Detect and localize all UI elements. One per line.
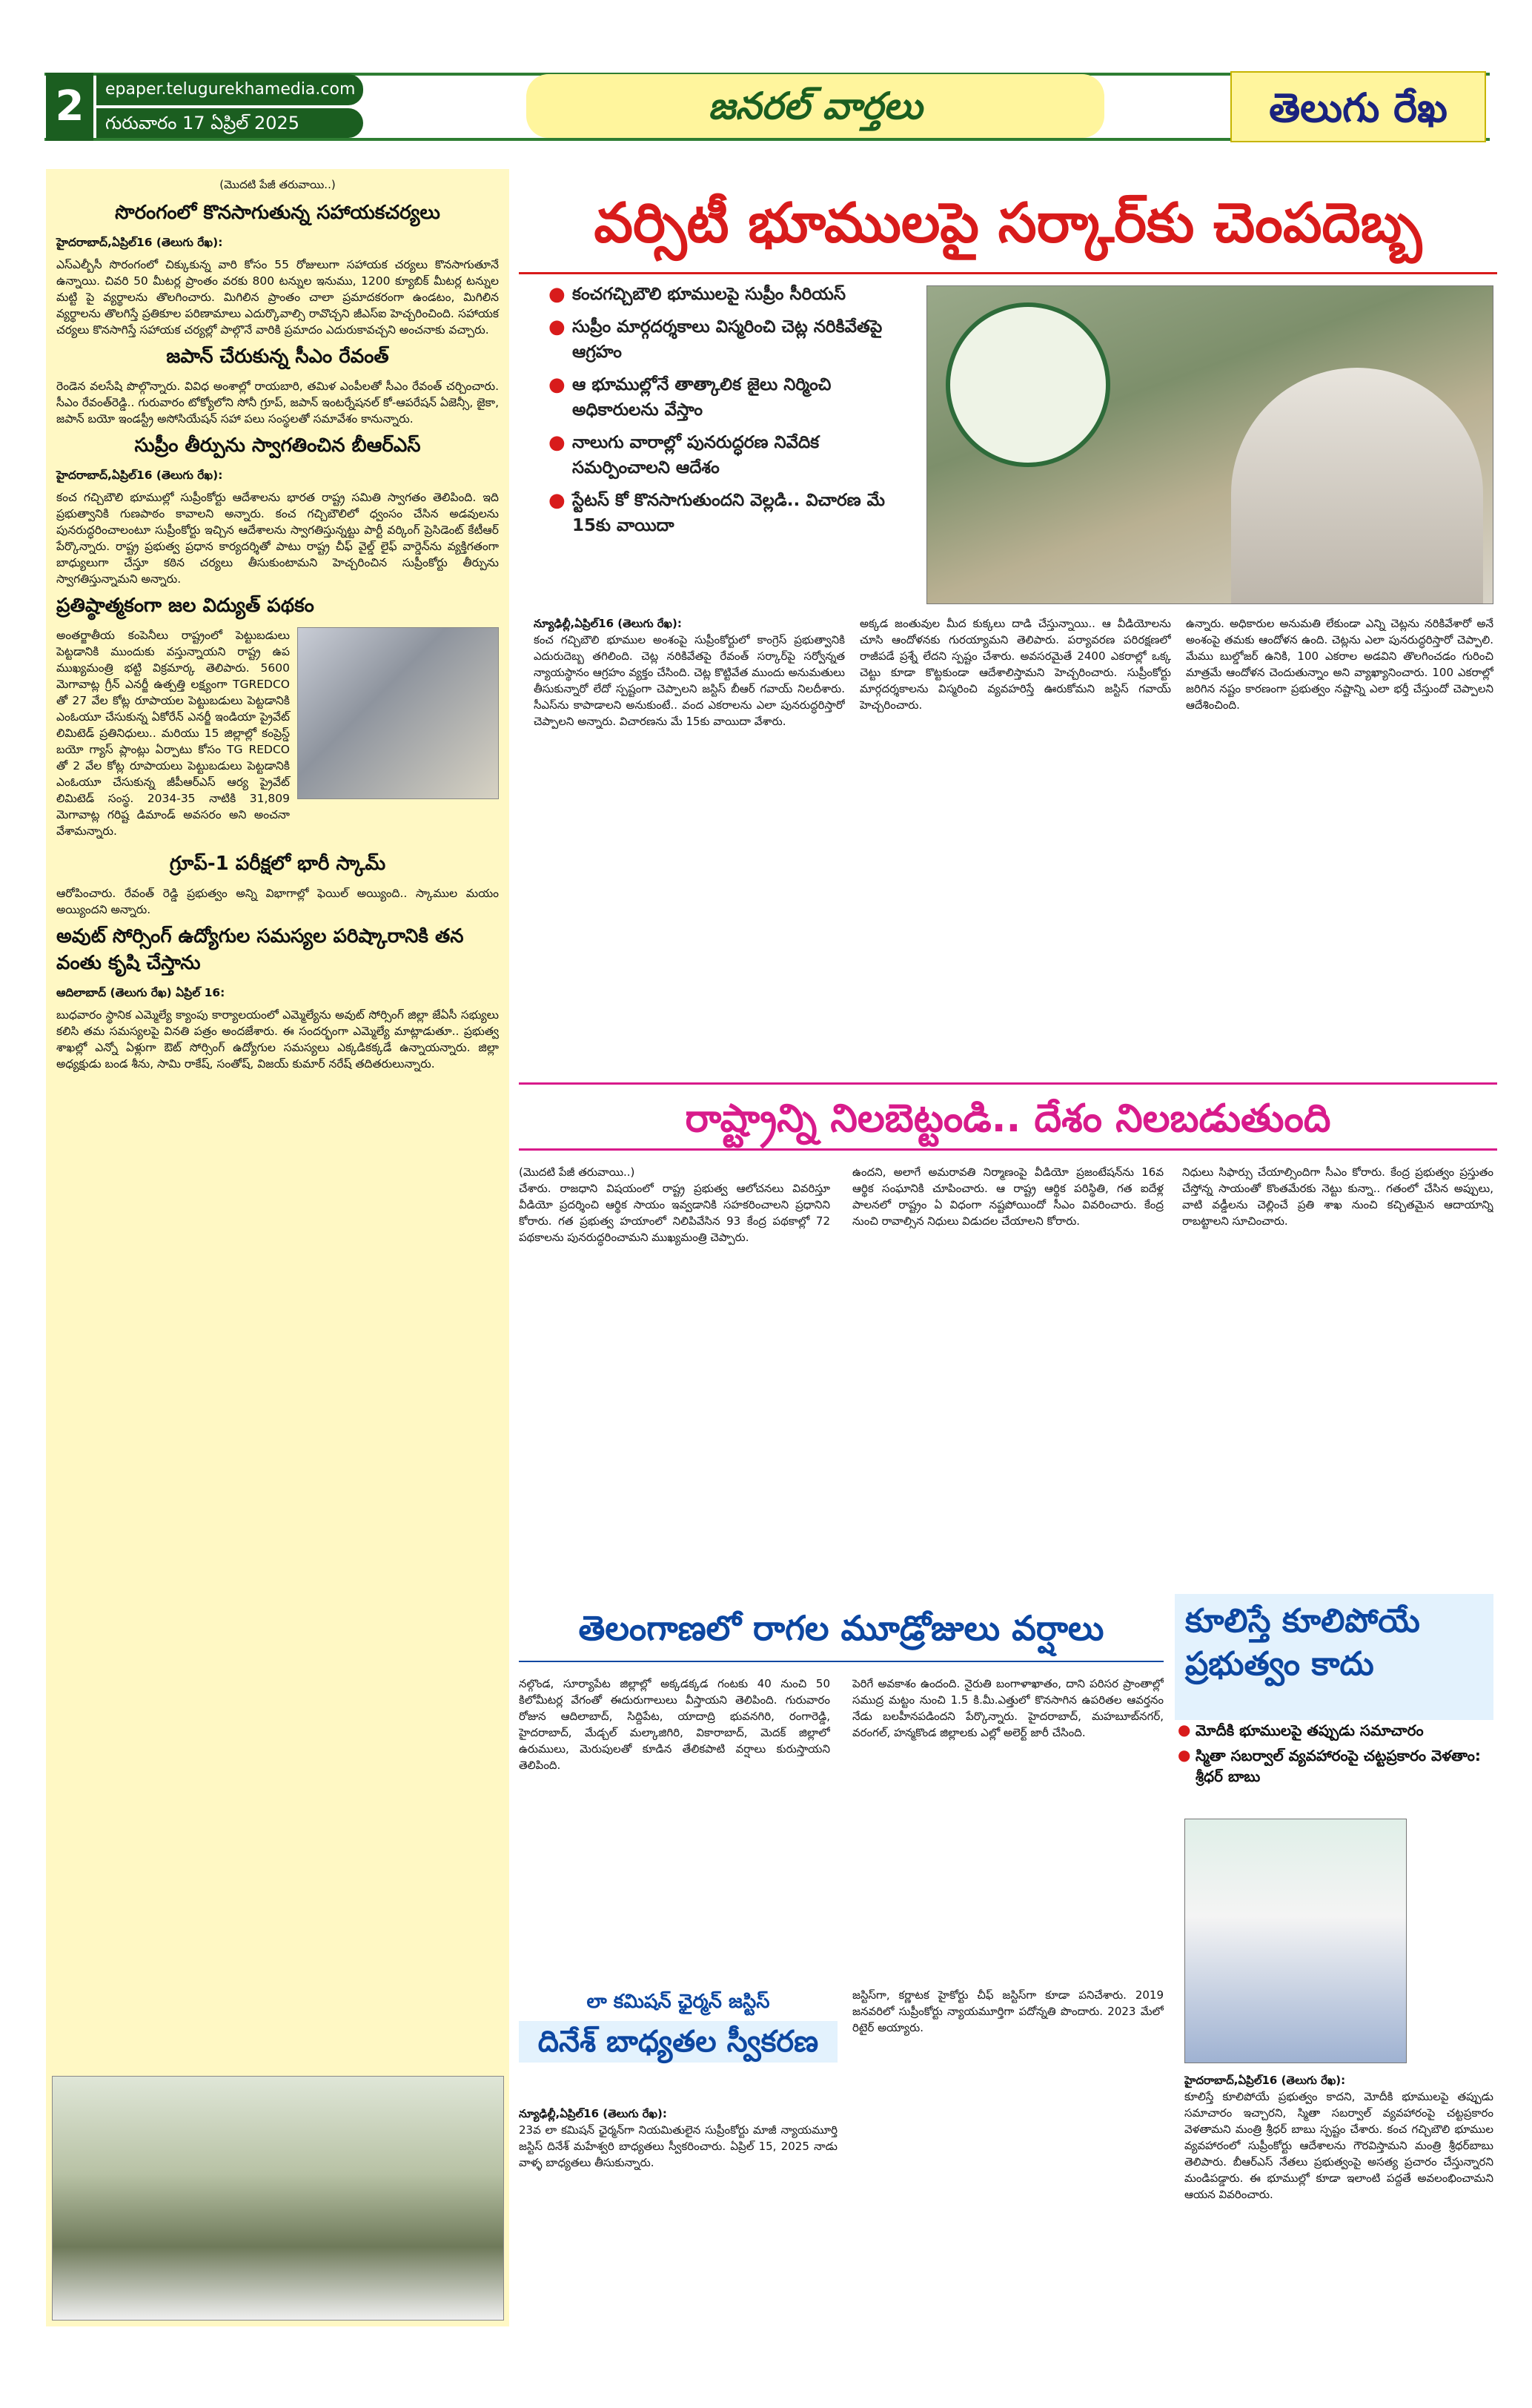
side-story-highlights <box>1175 1720 1493 1809</box>
telangana-emblem-icon <box>946 302 1110 467</box>
supreme-court-photo <box>926 285 1493 604</box>
story-body: చేశారు. రాజధాని విషయంలో రాష్ట్ర ప్రభుత్వ ఆలోచనలు వివరిస్తూ వీడియో ప్రదర్శించి ఆర్థిక సాయం ఇవ్వడానికి సహకరించాలని ప్రధానిని కోరారు. గత ప్రభుత్వ హయాంలో నిలిపివేసిన 93 కేంద్ర పథకాల్లో 72 పథకాలను పునరుద్ధరించామని ముఖ్యమంత్రి చెప్పారు. <box>519 1182 830 1244</box>
highlight-item: ● స్మితా సబర్వాల్ వ్యవహారంపై చట్టప్రకారం వెళతాం: శ్రీధర్ బాబు <box>1175 1745 1493 1787</box>
highlight-item: ● కంచగచ్చిబౌలి భూములపై సుప్రీం సీరియస్ <box>548 282 919 307</box>
story-byline: హైదరాబాద్,ఏప్రిల్16 (తెలుగు రేఖ): <box>1184 2074 1346 2087</box>
section-title: జనరల్ వార్తలు <box>526 74 1104 138</box>
main-headline: వర్సిటీ భూములపై సర్కార్‌కు చెంపదెబ్బ <box>519 172 1497 274</box>
main-story-col3: ఉన్నారు. అధికారుల అనుమతి లేకుండా ఎన్ని చెట్లను నరికివేశారో అనే అంశంపై తమకు ఆందోళన ఉంది. చెట్లను ఎలా పునరుద్ధరిస్తారో చెప్పాలి. మేము బుల్డోజర్ ఉనికి, 100 ఎకరాల అడవిని తొలగించడం గురించి మాత్రమే ఆందోళన చెందుతున్నాం అని వ్యాఖ్యానించారు. 100 ఎకరాల్లో జరిగిన నష్టం కారణంగా ప్రభుత్వం నష్టాన్ని ఎలా భర్తీ చేస్తుందో చెప్పాలని ఆదేశించింది. <box>1186 617 1493 712</box>
site-url[interactable]: epaper.telugurekhamedia.com <box>96 74 363 105</box>
story-body: కంచ గచ్చిబౌలి భూముల అంశంపై సుప్రీంకోర్టులో కాంగ్రెస్ ప్రభుత్వానికి ఎదురుదెబ్బ తగిలింది. చెట్ల నరికివేతపై రేవంత్ సర్కార్‌పై సర్వోన్నత న్యాయస్థానం ఆగ్రహం వ్యక్తం చేసింది. చెట్ల కొట్టివేత ముందు అనుమతులు తీసుకున్నారో లేదో స్పష్టంగా చెప్పాలని జస్టిస్ బీఆర్ గవాయ్ నిలదీశారు. సీఎస్‌ను కాపాడాలని అనుకుంటే.. వంద ఎకరాలను ఎలా పునరుద్ధరిస్తారో చెప్పాలని అన్నారు. విచారణను మే 15కు వాయిదా వేశారు. <box>534 633 845 728</box>
highlight-item: ● ఆ భూముల్లోనే తాత్కాలిక జైలు నిర్మించి అధికారులను వేస్తాం <box>548 372 919 423</box>
story-headline: అవుట్ సోర్సింగ్ ఉద్యోగుల సమస్యల పరిష్కారానికి తన వంతు కృషి చేస్తాను <box>56 925 464 974</box>
story-headline: సొరంగంలో కొనసాగుతున్న సహాయకచర్యలు <box>115 202 440 224</box>
minister-photo <box>1184 1819 1407 2063</box>
story-byline: న్యూఢిల్లీ,ఏప్రిల్16 (తెలుగు రేఖ): <box>534 617 682 630</box>
main-story-col1 <box>534 615 845 1068</box>
main-story-col2: అక్కడ జంతువుల మీద కుక్కలు దాడి చేస్తున్నాయి.. ఆ వీడియోలను చూసి ఆందోళనకు గురయ్యామని తెలిపారు. పర్యావరణ పరిరక్షణలో రాజీపడే ప్రశ్నే లేదని స్పష్టం చేశారు. అవసరమైతే 2400 ఎకరాల్లో ఒక్క చెట్టు కూడా కొట్టకుండా ఆదేశాలిస్తామని హెచ్చరించారు. సుప్రీంకోర్టు మార్గదర్శకాలను విస్మరించి వ్యవహరిస్తే ఊరుకోమని జస్టిస్ గవాయ్ హెచ్చరించారు. <box>860 617 1171 712</box>
story-byline: హైదరాబాద్,ఏప్రిల్16 (తెలుగు రేఖ): <box>56 236 223 249</box>
continuation-note: (మొదటి పేజీ తరువాయి..) <box>519 1165 635 1179</box>
story-body: ఆరోపించారు. రేవంత్ రెడ్డి ప్రభుత్వం అన్ని విభాగాల్లో ఫెయిల్ అయ్యింది.. స్కాముల మయం అయ్యిందని అన్నారు. <box>56 887 499 916</box>
issue-date: గురువారం 17 ఏప్రిల్ 2025 <box>96 108 363 138</box>
story-body: 23వ లా కమిషన్ ఛైర్మన్‌గా నియమితులైన సుప్రీంకోర్టు మాజీ న్యాయమూర్తి జస్టిస్ దినేశ్ మహేశ్వరి బాధ్యతలు స్వీకరించారు. ఏప్రిల్ 15, 2025 నాడు వాళ్ళ బాధ్యతలు తీసుకున్నారు. <box>519 2123 838 2169</box>
rashtram-col1 <box>519 1164 830 1579</box>
law-col1 <box>519 2106 838 2328</box>
rains-col1: నల్గొండ, సూర్యాపేట జిల్లాల్లో అక్కడక్కడ గంటకు 40 నుంచి 50 కిలోమీటర్ల వేగంతో ఈదురుగాలులు వీస్తాయని తెలిపింది. గురువారం రోజున ఆదిలాబాద్, సిద్దిపేట, యాదాద్రి భువనగిరి, రంగారెడ్డి, హైదరాబాద్, మేడ్చల్ మల్కాజిగిరి, వికారాబాద్, మెదక్ జిల్లాలో ఉరుములు, మెరుపులతో కూడిన తేలికపాటి వర్షాలు కురుస్తాయని తెలిపింది. <box>519 1677 830 1772</box>
story-byline: హైదరాబాద్,ఏప్రిల్16 (తెలుగు రేఖ): <box>56 469 223 482</box>
story-headline: జపాన్ చేరుకున్న సీఎం రేవంత్ <box>166 345 389 368</box>
side-story-body <box>1184 2072 1493 2328</box>
law-col2: జస్టిస్‌గా, కర్ణాటక హైకోర్టు చీఫ్ జస్టిస్‌గా కూడా పనిచేశారు. 2019 జనవరిలో సుప్రీంకోర్టు న్యాయమూర్తిగా పదోన్నతి పొందారు. 2023 మేలో రిటైర్ అయ్యారు. <box>852 1988 1164 2034</box>
meeting-photo <box>297 627 499 799</box>
side-story-headline-box <box>1175 1594 1493 1720</box>
court-dome-image <box>1231 368 1483 604</box>
left-news-column <box>46 169 509 2326</box>
story-headline: ప్రతిష్ఠాత్మకంగా జల విద్యుత్ పథకం <box>56 595 314 617</box>
rains-col2: పెరిగే అవకాశం ఉందంది. నైరుతి బంగాళాఖాతం, దాని పరిసర ప్రాంతాల్లో సముద్ర మట్టం నుంచి 1.5 కి.మీ.ఎత్తులో కొనసాగిన ఉపరితల ఆవర్తనం నేడు బలహీనపడిందని పేర్కొన్నారు. హైదరాబాద్, మహబూబ్‌నగర్, వరంగల్, హన్మకొండ జిల్లాలకు ఎల్లో అలెర్ట్ జారీ చేసింది. <box>852 1677 1164 1739</box>
story-kicker: లా కమిషన్ ఛైర్మన్ జస్టిస్ <box>586 1991 770 2013</box>
story-byline: ఆదిలాబాద్ (తెలుగు రేఖ) ఏప్రిల్ 16: <box>56 986 225 999</box>
story-headline-rains: తెలంగాణలో రాగల మూడ్రోజులు వర్షాలు <box>519 1594 1164 1662</box>
story-body: అంతర్జాతీయ కంపెనీలు రాష్ట్రంలో పెట్టుబడులు పెట్టడానికి ముందుకు వస్తున్నాయని రాష్ట్ర ఉప ముఖ్యమంత్రి భట్టి విక్రమార్క తెలిపారు. 5600 మెగావాట్ల గ్రీన్ ఎనర్జీ ఉత్పత్తి లక్ష్యంగా TGREDCO తో 27 వేల కోట్ల రూపాయల పెట్టుబడులు పెట్టడానికి ఎంఓయూ చేసుకున్న ఏకోరేన్ ఎనర్జీ ఇండియా ప్రైవేట్ లిమిటెడ్ ప్రతినిధులు.. మరియు 15 జిల్లాల్లో కంప్రెస్డ్ బయో గ్యాస్ ప్లాంట్లు ఏర్పాటు కోసం TG REDCO తో 2 వేల కోట్ల రూపాయలు పెట్టుబడులు పెట్టడానికి ఎంఓయూ చేసుకున్న జీపీఆర్ఎస్ ఆర్య ప్రైవేట్ లిమిటెడ్ సంస్థ. 2034-35 నాటికి 31,809 మెగావాట్ల గరిష్ట డిమాండ్ అవసరం అని అంచనా వేశామన్నారు. <box>56 629 290 838</box>
story-body: కంచ గచ్చిబౌలి భూముల్లో సుప్రీంకోర్టు ఆదేశాలను భారత రాష్ట్ర సమితి స్వాగతం తెలిపింది. ఇది ప్రభుత్వానికి గుణపాఠం కావాలని అన్నారు. కంచ గచ్చిబౌలిలో ధ్వంసం చేసిన అడవులను పునరుద్ధరించాలంటూ సుప్రీంకోర్టు ఇచ్చిన ఆదేశాలను స్వాగతిస్తున్నట్టు పార్టీ వర్కింగ్ ప్రెసిడెంట్ కేటీఆర్ పేర్కొన్నారు. రాష్ట్ర ప్రభుత్వ ప్రధాన కార్యదర్శితో పాటు రాష్ట్ర చీఫ్ వైల్డ్ లైఫ్ వార్డెన్‌ను వ్యక్తిగతంగా బాధ్యులుగా చేస్తూ కఠిన చర్యలు తీసుకుంటామని హెచ్చరించిన సుప్రీంకోర్టు తీర్పును స్వాగతిస్తున్నామని అన్నారు. <box>56 491 499 586</box>
side-headline-line1: కూలిస్తే కూలిపోయే <box>1185 1602 1420 1640</box>
page-number: 2 <box>46 73 93 141</box>
newspaper-logo: తెలుగు రేఖ <box>1230 71 1486 142</box>
story-headline: సుప్రీం తీర్పును స్వాగతించిన బీఆర్ఎస్ <box>134 434 421 457</box>
continuation-note: (మొదటి పేజీ తరువాయి..) <box>219 178 336 191</box>
story-headline-law: దినేశ్ బాధ్యతల స్వీకరణ <box>519 2021 838 2063</box>
story-body: బుధవారం స్థానిక ఎమ్మెల్యే క్యాంపు కార్యాలయంలో ఎమ్మెల్యేను అవుట్ సోర్సింగ్ జిల్లా జేఏసీ సభ్యులు కలిసి తమ సమస్యలపై వినతి పత్రం అందజేశారు. ఈ సందర్భంగా ఎమ్మెల్యే మాట్లాడుతూ.. ప్రభుత్వ శాఖల్లో ఎన్నో ఏళ్లుగా ఔట్ సోర్సింగ్ ఉద్యోగుల సమస్యలు ఎక్కడికక్కడే ఉన్నాయన్నారు. జిల్లా అధ్యక్షుడు బండ శీను, సామి రాకేష్, సంతోష్, విజయ్ కుమార్ నరేష్ తదితరులున్నారు. <box>56 1008 499 1071</box>
law-commission-box <box>519 1987 838 2098</box>
highlight-item: ● మోదీకి భూములపై తప్పుడు సమాచారం <box>1175 1720 1493 1741</box>
rashtram-col2: ఉందని, అలాగే అమరావతి నిర్మాణంపై వీడియో ప్రజంటేషన్‌ను 16వ ఆర్థిక సంఘానికి చూపించారు. ఆ రాష్ట్ర ఆర్థిక పరిస్థితి, గత ఐదేళ్ల పాలనలో రాష్ట్రం ఏ విధంగా నష్టపోయిందో సీఎం వివరించారు. కేంద్ర నుంచి రావాల్సిన నిధులు విడుదల చేయాలని కోరారు. <box>852 1165 1164 1228</box>
story-body: కూలిస్తే కూలిపోయే ప్రభుత్వం కాదని, మోదీకి భూములపై తప్పుడు సమాచారం ఇచ్చారని, స్మితా సబర్వాల్ వ్యవహారంపై చట్టప్రకారం వెళతామని మంత్రి శ్రీధర్ బాబు స్పష్టం చేశారు. కంచ గచ్చిబౌలి భూముల వ్యవహారంలో సుప్రీంకోర్టు ఆదేశాలను గౌరవిస్తామని మంత్రి శ్రీధర్‌బాబు తెలిపారు. బీఆర్ఎస్ నేతలు ప్రభుత్వంపై అసత్య ప్రచారం చేస్తున్నారని మండిపడ్డారు. ఈ భూముల్లో కూడా ఇలాంటి పద్దతే అవలంభించామని ఆయన వివరించారు. <box>1184 2090 1493 2201</box>
story-byline: న్యూఢిల్లీ,ఏప్రిల్16 (తెలుగు రేఖ): <box>519 2107 667 2120</box>
main-story-highlights <box>548 282 919 608</box>
story-headline-rashtram: రాష్ట్రాన్ని నిలబెట్టండి.. దేశం నిలబడుతుంది <box>519 1082 1497 1151</box>
group-photo <box>52 2076 504 2321</box>
story-body: ఎస్ఎల్బీసీ సొరంగంలో చిక్కుకున్న వారి కోసం 55 రోజులుగా సహాయక చర్యలు కొనసాగుతూనే ఉన్నాయి. చివరి 50 మీటర్ల ప్రాంతం వరకు 800 టన్నుల ఇనుము, 1200 క్యూబిక్ మీటర్ల టన్నుల మట్టి పై వ్యర్థాలను తొలగించారు. మిగిలిన ప్రాంతం చాలా ప్రమాదకరంగా ఉండటం, మిగిలిన వ్యర్థాలను తొలగిస్తే ప్రతికూల పరిణామాలు ఎదుర్కొవాల్సి రావొచ్చని జీఎస్ఐ హెచ్చరించింది. సహాయక చర్యలు కొనసాగిస్తే సహాయక చర్యల్లో పాల్గొనే వారికి ప్రమాదం ఎదురుకావచ్చని అంచనాకు వచ్చారు. <box>56 258 499 337</box>
side-headline-line2: ప్రభుత్వం కాదు <box>1185 1645 1374 1683</box>
story-body: రెండెన వలసేషి పొల్గొన్నారు. వివిధ అంశాల్లో రాయబారి, తమిళ ఎంపీలతో సీఎం రేవంత్ చర్చించారు. సీఎం రేవంత్‌రెడ్డి.. గురువారం టోక్యోలోని సోనీ గ్రూప్, జపాన్ ఇంటర్నేషనల్ కో-ఆపరేషన్ ఏజెన్సీ, జైకా, జపాన్ బయో ఇండస్ట్రీ అసోసియేషన్ సహా పలు సంస్థలతో సమావేశం కానున్నారు. <box>56 380 499 426</box>
highlight-item: ● సుప్రీం మార్గదర్శకాలు విస్మరించి చెట్ల నరికివేతపై ఆగ్రహం <box>548 314 919 365</box>
highlight-item: ● నాలుగు వారాల్లో పునరుద్ధరణ నివేదిక సమర్పించాలని ఆదేశం <box>548 430 919 480</box>
story-headline: గ్రూప్-1 పరీక్షలో భారీ స్కామ్ <box>169 853 386 875</box>
rashtram-col3: నిధులు సిఫార్సు చేయాల్సిందిగా సీఎం కోరారు. కేంద్ర ప్రభుత్వం ప్రస్తుతం చేస్తోన్న సాయంతో కొంతమేరకు నెట్టు కున్నా.. గతంలో చేసిన అప్పులు, వాటి వడ్డీలను చెల్లించే ప్రతి శాఖ నుంచి కచ్చితమైన ఆదాయాన్ని రాబట్టాలని సూచించారు. <box>1182 1165 1493 1228</box>
highlight-item: ● స్టేటస్ కో కొనసాగుతుందని వెల్లడి.. విచారణ మే 15కు వాయిదా <box>548 488 919 538</box>
